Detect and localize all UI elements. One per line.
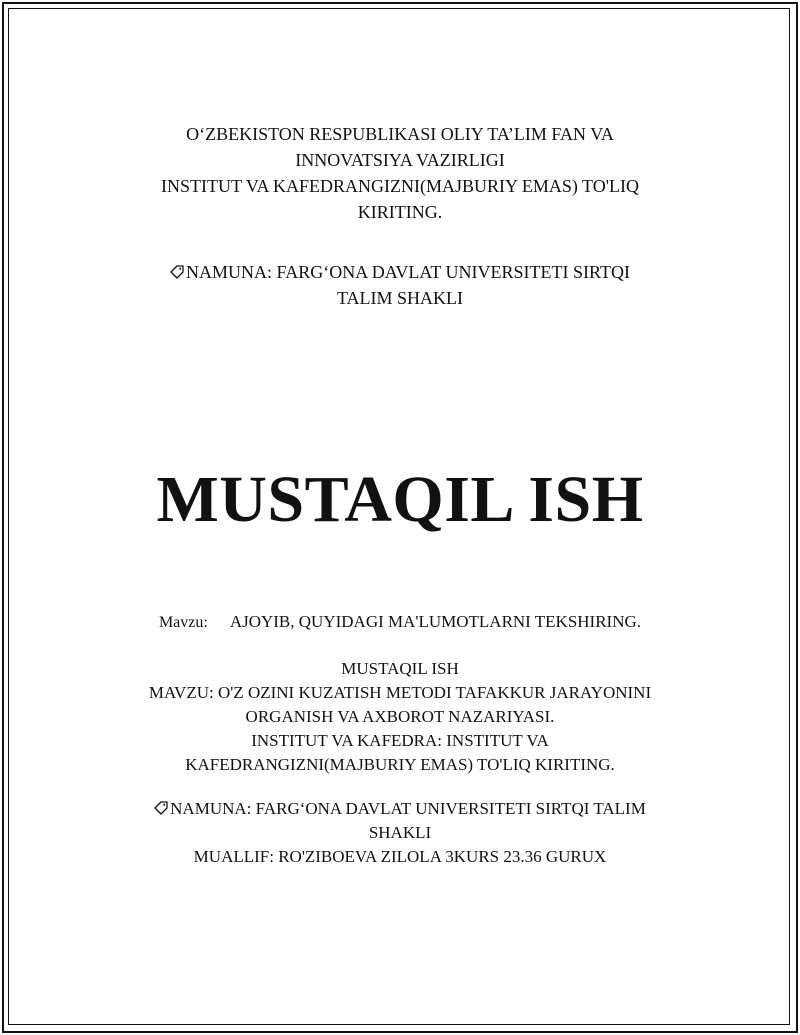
topic-label: Mavzu:: [158, 614, 208, 631]
details-gap: [0, 777, 800, 797]
details-block: [0, 657, 800, 869]
sample-note-top-line-2: TALIM SHAKLI: [336, 288, 464, 308]
details-sample-text-1: NAMUNA: FARG‘ONA DAVLAT UNIVERSITETI SIRTQI TALIM: [170, 799, 646, 818]
details-line-5: KAFEDRANGIZNI(MAJBURIY EMAS) TO'LIQ KIRITING.: [185, 755, 615, 774]
header-line-2: INNOVATSIYA VAZIRLIGI: [295, 150, 505, 170]
header-line-1: O‘ZBEKISTON RESPUBLIKASI OLIY TA’LIM FAN VA: [186, 124, 614, 144]
topic-row: [0, 609, 800, 636]
header-line-3: INSTITUT VA KAFEDRANGIZNI(MAJBURIY EMAS) TO'LIQ: [161, 176, 639, 196]
details-line-4: INSTITUT VA KAFEDRA: INSTITUT VA: [251, 731, 549, 750]
sample-note-top: [0, 259, 800, 311]
details-sample-line-1: [0, 797, 800, 821]
document-title: MUSTAQIL ISH: [156, 463, 644, 536]
ministry-header: [0, 121, 800, 225]
details-line-3: ORGANISH VA AXBOROT NAZARIYASI.: [245, 707, 555, 726]
header-line-4: KIRITING.: [357, 202, 443, 222]
details-line-2: MAVZU: O'Z OZINI KUZATISH METODI TAFAKKUR JARAYONINI: [148, 683, 652, 702]
details-sample-line-2: SHAKLI: [368, 823, 432, 842]
topic-value: AJOYIB, QUYIDAGI MA'LUMOTLARNI TEKSHIRING.: [229, 612, 642, 631]
details-line-1: MUSTAQIL ISH: [341, 659, 459, 678]
tag-icon: [170, 265, 184, 279]
sample-note-top-text-1: NAMUNA: FARG‘ONA DAVLAT UNIVERSITETI SIRTQI: [186, 262, 630, 282]
sample-note-top-line-1: [0, 259, 800, 285]
tag-icon: [154, 801, 168, 815]
author-line: MUALLIF: RO'ZIBOEVA ZILOLA 3KURS 23.36 GURUX: [193, 847, 607, 866]
